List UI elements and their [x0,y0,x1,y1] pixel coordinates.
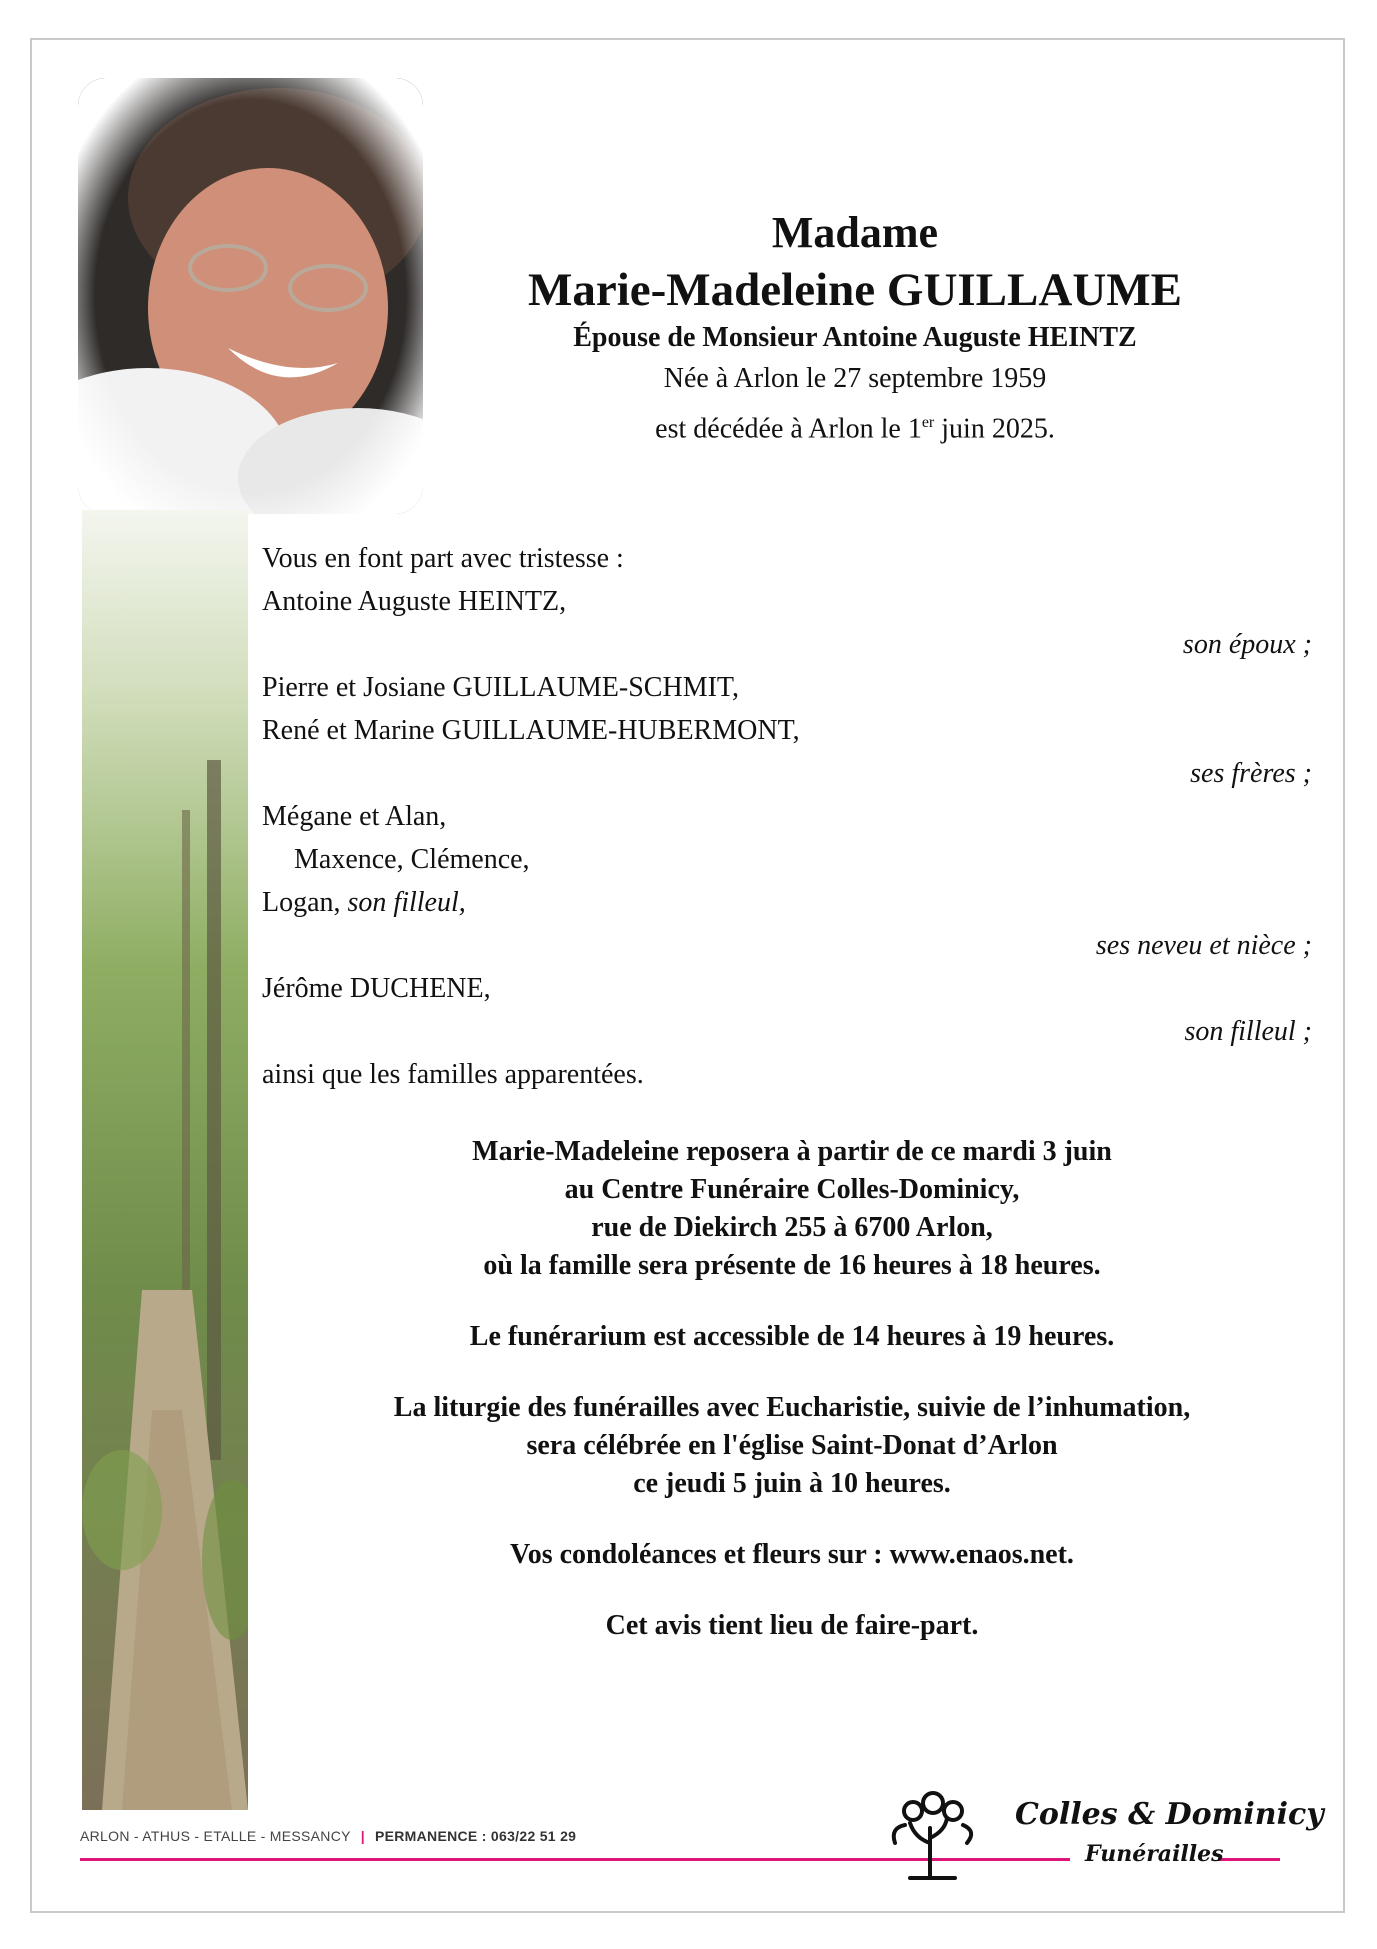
liturgy-line-3: ce jeudi 5 juin à 10 heures. [633,1468,951,1499]
family-niece-1: Mégane et Alan, [262,801,447,832]
family-niece-3 [262,881,1312,924]
footer-permanence: PERMANENCE : 063/22 51 29 [375,1828,577,1844]
family-spouse-relation: son époux ; [1182,629,1312,660]
liturgy-line-2: sera célébrée en l'église Saint-Donat d’Arlon [526,1430,1058,1461]
rest-line-2: au Centre Funéraire Colles-Dominicy, [564,1174,1020,1205]
liturgy-line-1: La liturgie des funérailles avec Eucharistie, suivie de l’inhumation, [393,1392,1191,1423]
funeral-notices [262,1133,1322,1645]
footer-contact [80,1828,576,1844]
family-brother-2: René et Marine GUILLAUME-HUBERMONT, [262,715,800,746]
birth-line: Née à Arlon le 27 septembre 1959 [663,363,1047,394]
condolences-line: Vos condoléances et fleurs sur : www.enaos.net. [510,1539,1074,1570]
death-line-suffix: juin 2025. [934,413,1055,445]
death-line-sup: er [921,414,935,431]
brand-subtitle: Funérailles [1085,1841,1224,1867]
forest-path-photo [82,510,248,1810]
rest-line-1: Marie-Madeleine reposera à partir de ce mardi 3 juin [472,1136,1112,1167]
death-line-prefix: est décédée à Arlon le 1 [655,413,922,445]
family-niece-3-name: Logan, [262,887,348,918]
death-line [440,401,1270,451]
rest-line-4: où la famille sera présente de 16 heures à 18 heures. [483,1250,1101,1281]
brand-name: Colles & Dominicy [1015,1797,1324,1832]
family-list [262,537,1312,1096]
family-niece-2: Maxence, Clémence, [294,844,530,875]
family-brother-1: Pierre et Josiane GUILLAUME-SCHMIT, [262,672,739,703]
deceased-heading [440,205,1270,451]
family-godson: Jérôme DUCHENE, [262,973,491,1004]
family-intro: Vous en font part avec tristesse : [262,543,624,574]
family-godson-relation: son filleul ; [1184,1016,1312,1047]
family-niece-3-note: son filleul, [347,887,466,918]
note-line: Cet avis tient lieu de faire-part. [605,1610,979,1641]
access-line: Le funérarium est accessible de 14 heures à 19 heures. [469,1321,1115,1352]
spouse-line: Épouse de Monsieur Antoine Auguste HEINTZ [573,322,1137,353]
footer-separator: | [360,1828,365,1844]
tree-logo-icon [885,1783,985,1883]
family-closing: ainsi que les familles apparentées. [262,1059,644,1090]
deceased-name: Marie-Madeleine GUILLAUME [528,264,1182,316]
funeral-home-logo [885,1783,1324,1883]
portrait-photo [78,78,423,514]
family-brothers-relation: ses frères ; [1190,758,1312,789]
family-spouse: Antoine Auguste HEINTZ, [262,586,567,617]
family-nieces-relation: ses neveu et nièce ; [1095,930,1312,961]
footer-locations: ARLON - ATHUS - ETALLE - MESSANCY [80,1828,351,1844]
rest-line-3: rue de Diekirch 255 à 6700 Arlon, [591,1212,993,1243]
title: Madame [771,208,939,257]
